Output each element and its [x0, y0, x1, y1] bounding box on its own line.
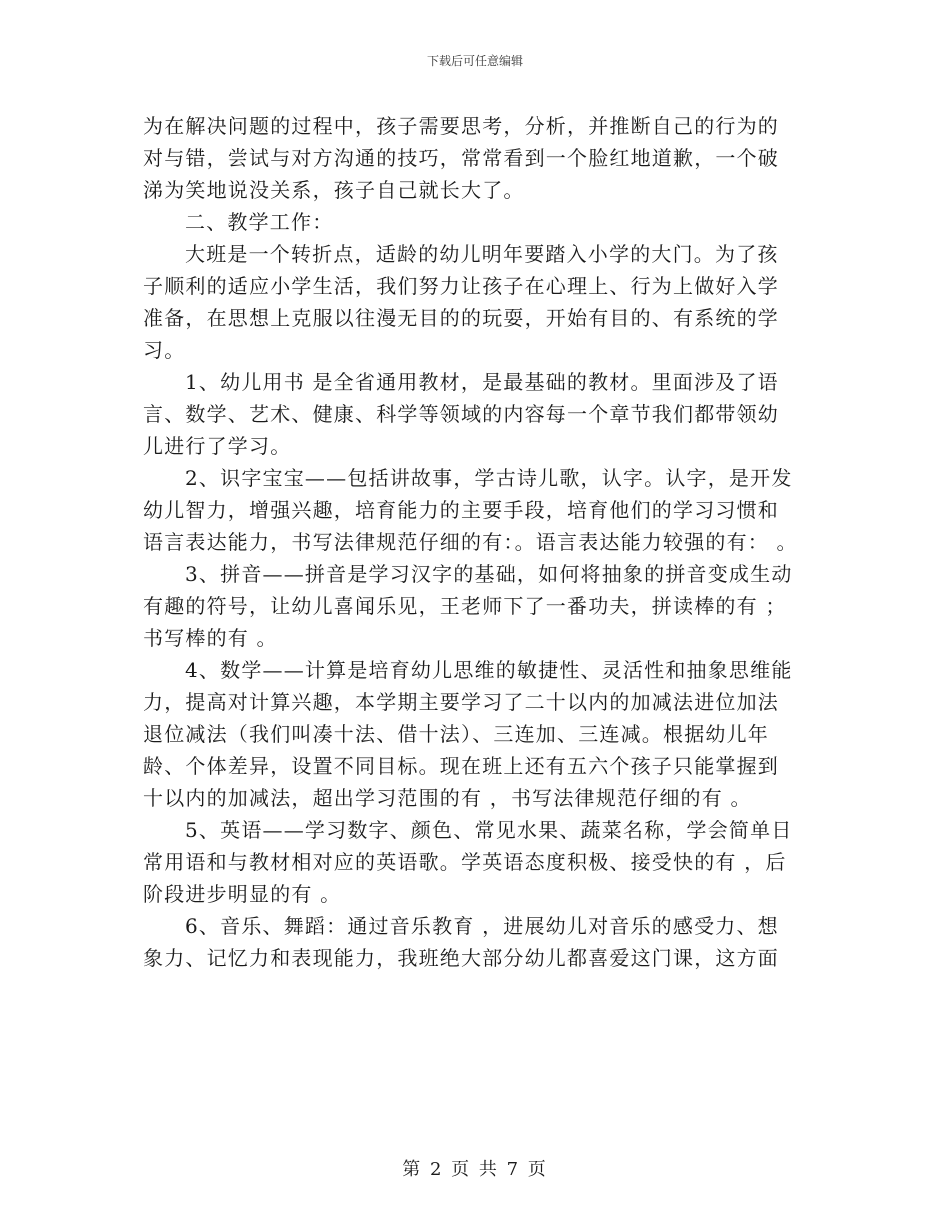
text-line: 为在解决问题的过程中，孩子需要思考，分析，并推断自己的行为的	[143, 114, 779, 138]
text-line: 退位减法（我们叫凑十法、借十法）、三连加、三连减。根据幼儿年	[143, 722, 769, 746]
text-line: 对与错，尝试与对方沟通的技巧，常常看到一个脸红地道歉，一个破	[143, 146, 779, 170]
text-line: 准备，在思想上克服以往漫无目的的玩耍，开始有目的、有系统的学	[143, 306, 779, 330]
text-line: 5、英语——学习数字、颜色、常见水果、蔬菜名称，学会简单日	[185, 818, 793, 842]
text-line: 3、拼音——拼音是学习汉字的基础，如何将抽象的拼音变成生动	[185, 562, 793, 586]
text-line: 书写棒的有 。	[143, 626, 278, 650]
text-line: 有趣的符号，让幼儿喜闻乐见，王老师下了一番功夫，拼读棒的有 ；	[143, 594, 787, 618]
text-line: 幼儿智力，增强兴趣，培育能力的主要手段，培育他们的学习习惯和	[143, 498, 779, 522]
page-number-footer: 第 2 页 共 7 页	[402, 1159, 548, 1180]
text-line: 1、幼儿用书 是全省通用教材，是最基础的教材。里面涉及了语	[185, 370, 779, 394]
text-line: 4、数学——计算是培育幼儿思维的敏捷性、灵活性和抽象思维能	[185, 658, 793, 682]
text-line: 龄、个体差异，设置不同目标。现在班上还有五六个孩子只能掌握到	[143, 754, 779, 778]
text-line: 儿进行了学习。	[143, 434, 292, 458]
text-line: 十以内的加减法，超出学习范围的有 ，书写法律规范仔细的有 。	[143, 786, 752, 810]
text-line: 阶段进步明显的有 。	[143, 882, 342, 906]
text-line: 常用语和与教材相对应的英语歌。学英语态度积极、接受快的有 ，后	[143, 850, 787, 874]
text-line: 语言表达能力，书写法律规范仔细的有：。语言表达能力较强的有： 。	[143, 530, 798, 554]
text-line: 象力、记忆力和表现能力，我班绝大部分幼儿都喜爱这门课，这方面	[143, 946, 779, 970]
section-heading: 二、教学工作：	[185, 210, 334, 234]
text-line: 涕为笑地说没关系，孩子自己就长大了。	[143, 178, 525, 202]
text-line: 力，提高对计算兴趣，本学期主要学习了二十以内的加减法进位加法	[143, 690, 779, 714]
document-body	[143, 110, 810, 974]
text-line: 2、识字宝宝——包括讲故事，学古诗儿歌，认字。认字，是开发	[185, 466, 793, 490]
text-line: 6、音乐、舞蹈：通过音乐教育 ，进展幼儿对音乐的感受力、想	[185, 914, 779, 938]
text-line: 习。	[143, 338, 186, 362]
text-line: 子顺利的适应小学生活，我们努力让孩子在心理上、行为上做好入学	[143, 274, 779, 298]
page-header-note: 下载后可任意编辑	[426, 54, 523, 68]
text-line: 言、数学、艺术、健康、科学等领域的内容每一个章节我们都带领幼	[143, 402, 779, 426]
text-line: 大班是一个转折点，适龄的幼儿明年要踏入小学的大门。为了孩	[185, 242, 779, 266]
